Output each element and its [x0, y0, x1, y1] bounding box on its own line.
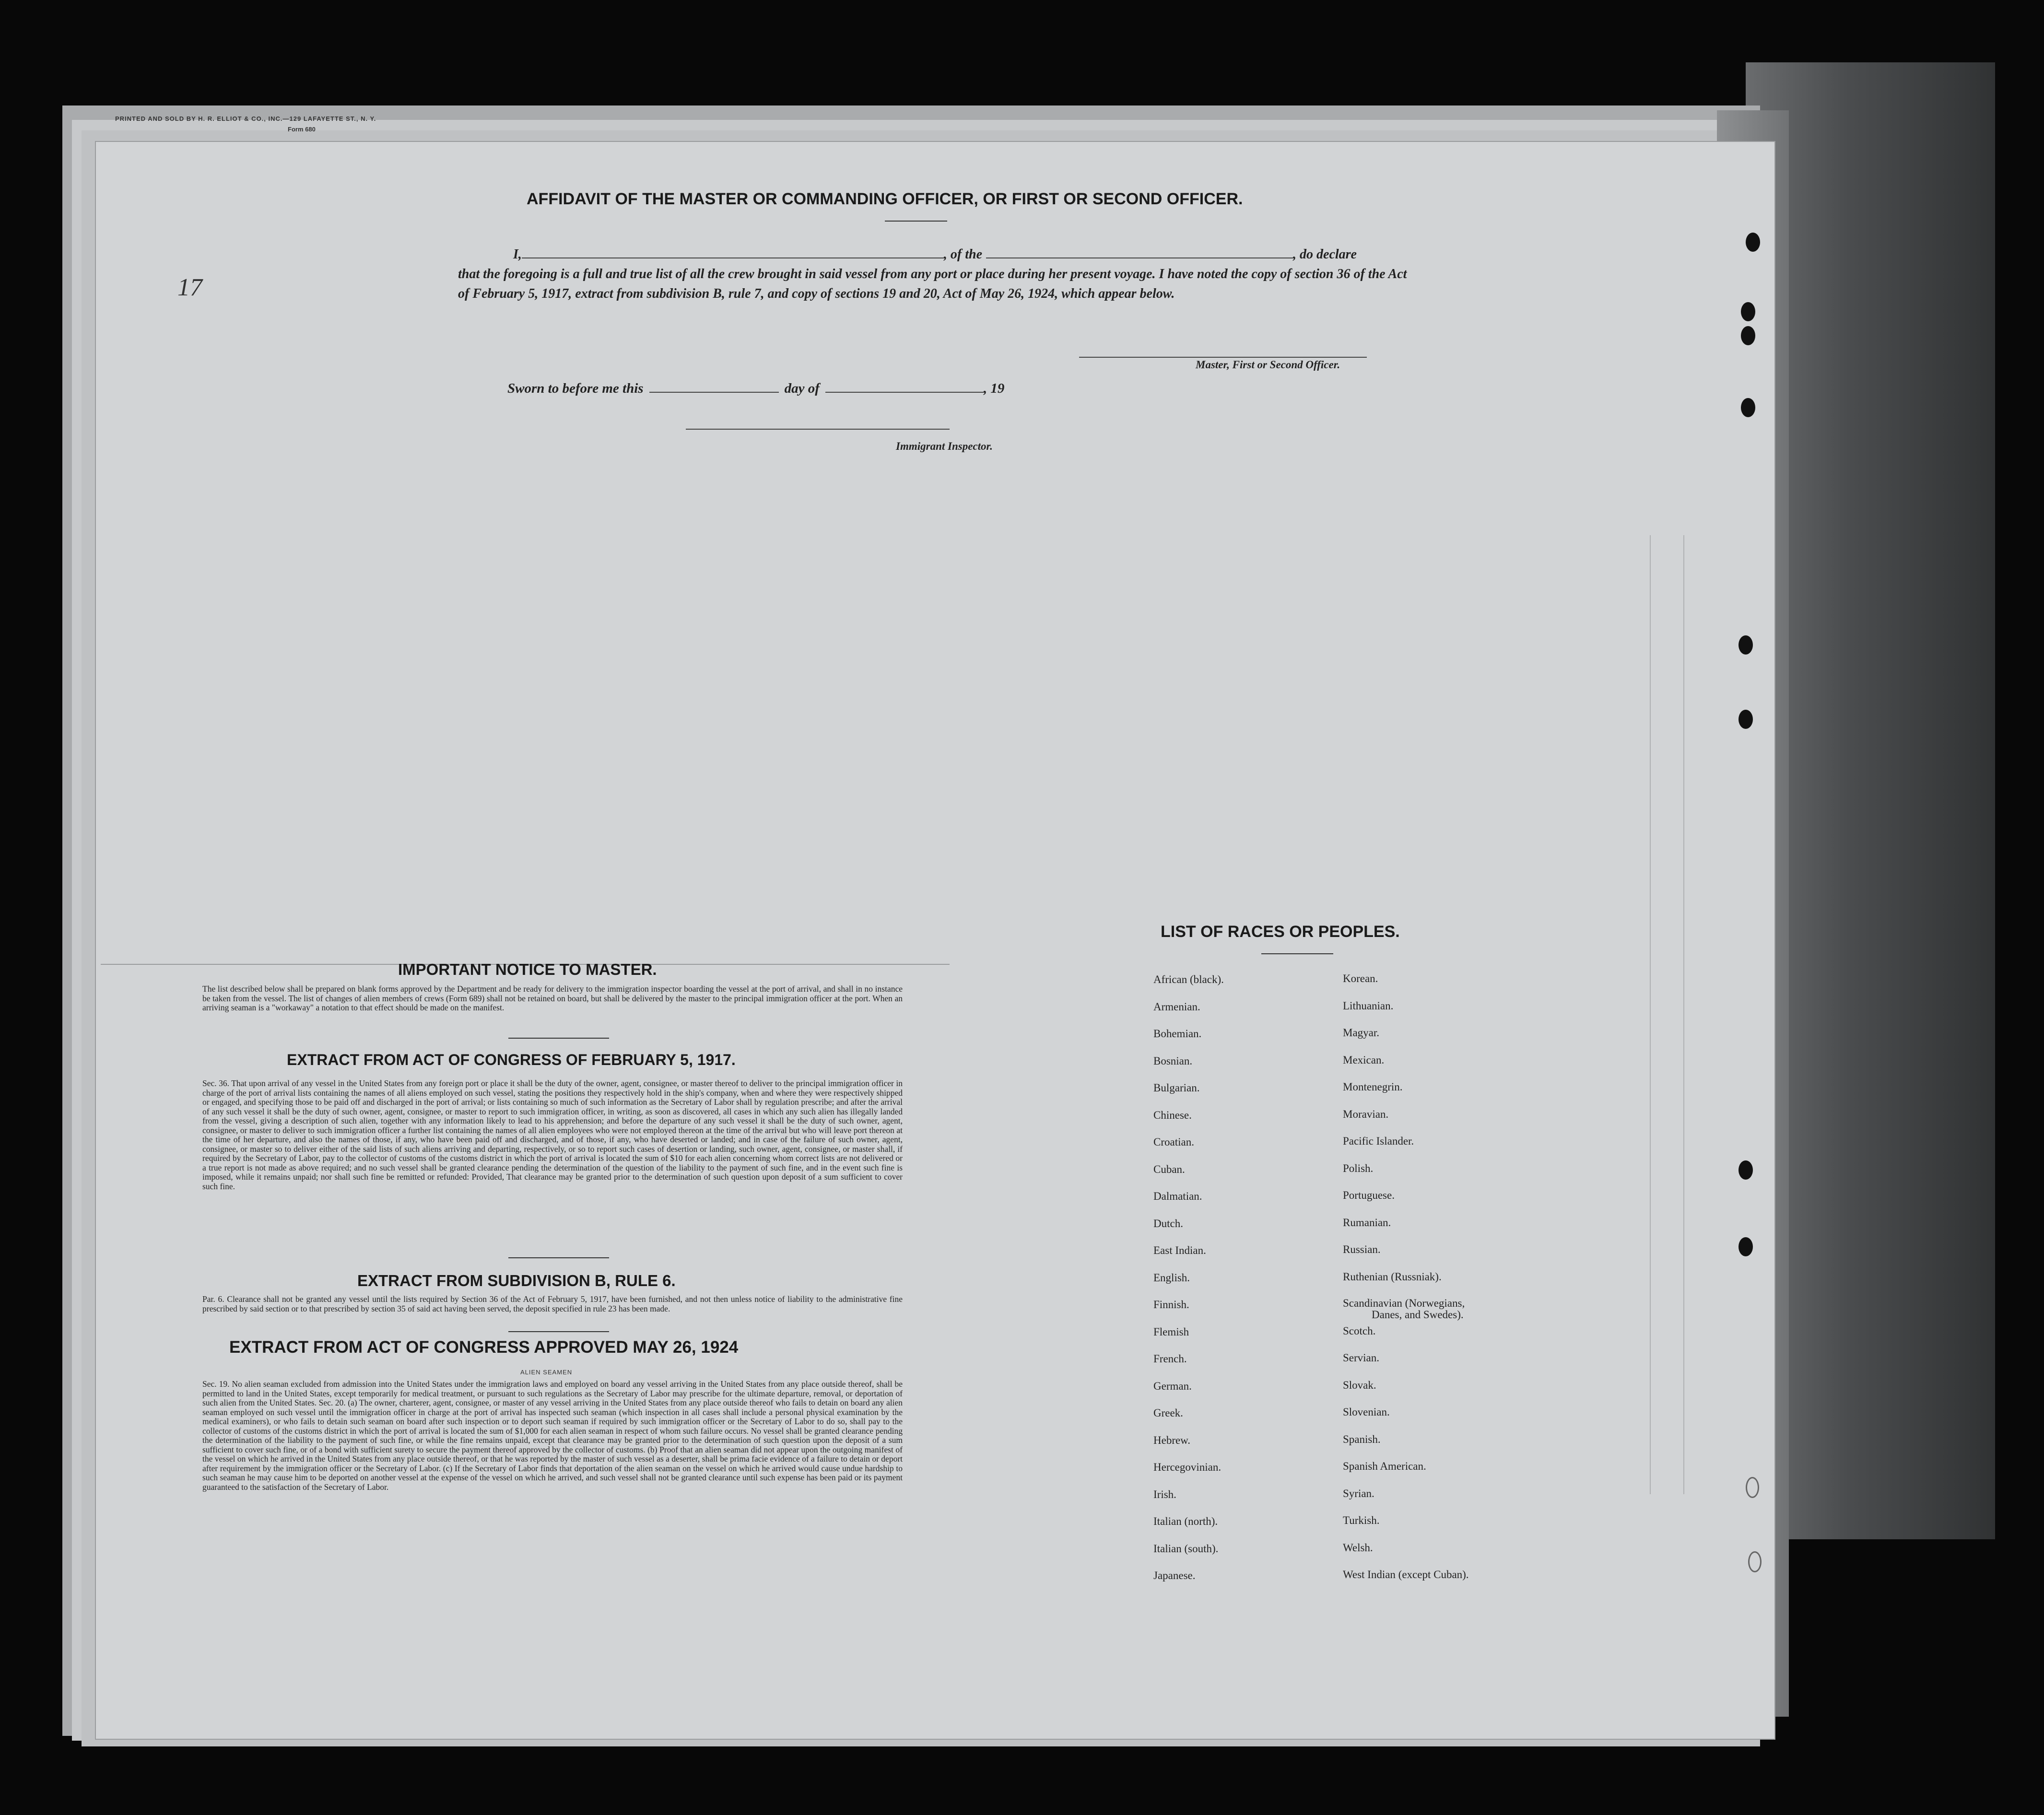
race-item: Mexican.: [1343, 1054, 1385, 1066]
inspector-signature-line[interactable]: [686, 429, 950, 430]
race-item-line: Danes, and Swedes).: [1372, 1309, 1464, 1321]
race-item: Bulgarian.: [1153, 1082, 1200, 1094]
race-item: Japanese.: [1153, 1569, 1196, 1581]
form-number: Form 680: [288, 126, 316, 133]
sworn-label: Sworn to before me this: [507, 381, 644, 396]
declaration-first-line: [458, 245, 1408, 264]
race-item: Turkish.: [1343, 1514, 1380, 1526]
race-item: East Indian.: [1153, 1244, 1206, 1256]
punch-hole: [1739, 710, 1753, 729]
race-item: Moravian.: [1343, 1108, 1389, 1120]
race-item: West Indian (except Cuban).: [1343, 1569, 1469, 1581]
punch-hole: [1739, 1160, 1753, 1180]
day-blank[interactable]: [649, 380, 779, 393]
extract-rule6-divider: [508, 1331, 609, 1332]
extract-1917-title: EXTRACT FROM ACT OF CONGRESS OF FEBRUARY 5, 1917.: [287, 1051, 736, 1068]
printer-imprint: PRINTED AND SOLD BY H. R. ELLIOT & CO., INC.—129 LAFAYETTE ST., N. Y.: [115, 115, 376, 122]
officer-name-blank[interactable]: [522, 246, 944, 258]
races-left-column: [1153, 973, 1224, 1597]
race-item: Montenegrin.: [1343, 1081, 1403, 1093]
race-item: Hebrew.: [1153, 1434, 1191, 1446]
punch-hole: [1739, 1237, 1753, 1256]
do-declare-label: , do declare: [1293, 247, 1357, 262]
race-item: Italian (south).: [1153, 1542, 1219, 1555]
race-item: Korean.: [1343, 972, 1378, 984]
race-item: Croatian.: [1153, 1136, 1194, 1148]
race-item: Welsh.: [1343, 1541, 1373, 1554]
race-item: Rumanian.: [1343, 1216, 1391, 1229]
race-item: Bosnian.: [1153, 1054, 1193, 1067]
race-item: Finnish.: [1153, 1299, 1189, 1311]
race-item: Bohemian.: [1153, 1028, 1202, 1040]
affidavit-declaration: [458, 245, 1408, 304]
extract-1924-text: Sec. 19. No alien seaman excluded from admission into the United States under the immigration laws and employed on board any vessel arriving in the United States from any place outside thereof, shall be permitted to land in the United States, except temporarily for medical treatment, or pursuant to such regulations as the Secretary of Labor may prescribe for the ultimate departure, removal, or deportation of such alien from the United States. Sec. 20. (a) The owner, charterer, agent, consignee, or master of any vessel arriving in the United States from any place outside thereof who fails to detain on board any alien seaman employed on such vessel until the immigration officer in charge at the port of arrival has inspected such seaman (which inspection in all cases shall include a personal physical examination by the medical examiners), or who fails to detain such seaman on board after such inspection or to deport such seaman if required by such immigration officer or the Secretary of Labor to do so, shall pay to the collector of customs of the customs district in which the port of arrival is located the sum of $1,000 for each alien seaman in respect of whom such failure occurs. No vessel shall be granted clearance pending the determination of the liability to the payment of such fine, or while the fine remains unpaid, except that clearance may be granted prior to the determination of such question upon the deposit of a sum sufficient to cover such fine, or of a bond with sufficient surety to secure the payment thereof approved by the collector of customs. (b) Proof that an alien seaman did not appear upon the outgoing manifest of the vessel on which he arrived in the United States from any place outside thereof, or that he was reported by the master of such vessel as a deserter, shall be prima facie evidence of a failure to detain or deport after requirement by the immigration officer or the Secretary of Labor. (c) If the Secretary of Labor finds that deportation of the alien seaman on the vessel on which he arrived would cause undue hardship to such seaman he may cause him to be deported on another vessel at the expense of the vessel on which he arrived, and such vessel shall not be granted clearance until such expense has been paid or its payment guaranteed to the satisfaction of the Secretary of Labor.: [202, 1379, 903, 1492]
race-item: English.: [1153, 1271, 1190, 1284]
notice-divider: [508, 1038, 609, 1039]
race-item: Greek.: [1153, 1407, 1183, 1419]
i-label: I,: [513, 247, 522, 262]
race-item-line: Scandinavian (Norwegians,: [1343, 1297, 1465, 1309]
punch-hole: [1739, 635, 1753, 655]
race-item: Slovak.: [1343, 1379, 1376, 1391]
race-item: French.: [1153, 1353, 1187, 1365]
declaration-text: that the foregoing is a full and true list of all the crew brought in said vessel from any port or place during her present voyage. I have noted the copy of section 36 of the Act of February 5, 1917, extract from subdivision B, rule 7, and copy of sections 19 and 20, Act of May 26, 1924, which appear below.: [458, 267, 1407, 301]
race-item: Cuban.: [1153, 1163, 1185, 1175]
extract-1924-subtitle: ALIEN SEAMEN: [520, 1369, 573, 1376]
extract-rule6-text: Par. 6. Clearance shall not be granted any vessel until the lists required by Section 36 of the Act of February 5, 1917, have been furnished, and not then unless notice of liability to the administrative fine prescribed by said section or to that prescribed by section 35 of said act having been served, the deposit specified in rule 23 has been made.: [202, 1294, 903, 1313]
race-item: Servian.: [1343, 1352, 1380, 1364]
punch-hole: [1741, 326, 1755, 345]
races-title-underline: [1261, 953, 1333, 954]
race-item: German.: [1153, 1380, 1192, 1392]
race-item: Lithuanian.: [1343, 999, 1394, 1012]
notice-title: IMPORTANT NOTICE TO MASTER.: [398, 960, 657, 978]
race-item: Spanish.: [1343, 1433, 1381, 1445]
of-the-label: , of the: [943, 247, 983, 262]
punch-hole: [1748, 1551, 1762, 1572]
race-item: Dutch.: [1153, 1217, 1183, 1230]
affidavit-title: AFFIDAVIT OF THE MASTER OR COMMANDING OFFICER, OR FIRST OR SECOND OFFICER.: [527, 190, 1243, 208]
punch-hole: [1741, 398, 1755, 417]
race-item: Ruthenian (Russniak).: [1343, 1270, 1442, 1283]
race-item: Dalmatian.: [1153, 1190, 1202, 1202]
extract-1924-title: EXTRACT FROM ACT OF CONGRESS APPROVED MAY 26, 1924: [229, 1338, 739, 1357]
race-item: Polish.: [1343, 1162, 1374, 1174]
month-blank[interactable]: [825, 380, 984, 393]
race-item: [1343, 1298, 1469, 1325]
inspector-signature-caption: Immigrant Inspector.: [896, 440, 993, 452]
races-title: LIST OF RACES OR PEOPLES.: [1161, 923, 1400, 941]
race-item: Irish.: [1153, 1488, 1176, 1500]
race-item: African (black).: [1153, 973, 1224, 985]
race-item: Armenian.: [1153, 1000, 1200, 1013]
race-item: Slovenian.: [1343, 1406, 1390, 1418]
extract-rule6-title: EXTRACT FROM SUBDIVISION B, RULE 6.: [357, 1272, 676, 1289]
notice-text: The list described below shall be prepared on blank forms approved by the Department and be ready for delivery to the immigration inspector boarding the vessel at the port of arrival, and shall in no instance be taken from the vessel. The list of changes of alien members of crews (Form 689) shall not be retained on board, but shall be delivered by the master to the principal immigration officer at the port. When an arriving seaman is a "workaway" a notation to that effect should be made on the manifest.: [202, 984, 903, 1012]
race-item: Spanish American.: [1343, 1460, 1426, 1472]
race-item: Flemish: [1153, 1325, 1189, 1338]
vessel-name-blank[interactable]: [986, 246, 1293, 258]
race-item: Portuguese.: [1343, 1189, 1395, 1201]
extract-1917-text: Sec. 36. That upon arrival of any vessel in the United States from any foreign port or place it shall be the duty of the owner, agent, consignee, or master thereof to deliver to the principal immigration officer in charge of the port of arrival lists containing the names of all aliens employed on such vessel, stating the positions they respectively hold in the ship's company, when and where they were respectively shipped or engaged, and specifying those to be paid off and discharged in the port of arrival; or lists containing so much of such information as the Secretary of Labor shall by regulation prescribe; and after the arrival of any such vessel it shall be the duty of such owner, agent, consignee, or master to report to such immigration officer, in writing, as soon as discovered, all cases in which any such alien has illegally landed from the vessel, giving a description of such alien, together with any information likely to lead to his apprehension; and before the departure of any such vessel it shall be the duty of such owner, agent, consignee, or master to deliver to such immigration officer a further list containing the names of all alien employees who were not employed thereon at the time of the arrival but who will leave port thereon at the time of her departure, and also the names of those, if any, who have been paid off and discharged, and of those, if any, who have deserted or landed; and in case of the failure of such owner, agent, consignee, or master so to deliver either of the said lists of such aliens arriving and departing, respectively, or so to report such cases of desertion or landing, such owner, agent, consignee, or master shall, if required by the Secretary of Labor, pay to the collector of customs of the customs district in which the port of arrival is located the sum of $10 for each alien concerning whom correct lists are not delivered or a true report is not made as above required; and no such vessel shall be granted clearance pending the determination of the question of the liability to the payment of such fine, and in the event such fine is imposed, while it remains unpaid; nor shall such fine be remitted or refunded: Provided, That clearance may be granted prior to the determination of such question upon deposit of a sum sufficient to cover such fine.: [202, 1078, 903, 1191]
faint-column-rule: [1683, 535, 1684, 1494]
races-right-column: [1343, 972, 1469, 1596]
year-label: , 19: [983, 381, 1005, 396]
race-item: Italian (north).: [1153, 1515, 1218, 1527]
punch-hole: [1746, 1477, 1759, 1498]
day-of-label: day of: [784, 381, 820, 396]
race-item: Hercegovinian.: [1153, 1461, 1222, 1473]
officer-signature-line[interactable]: [1079, 357, 1367, 358]
faint-column-rule: [1650, 535, 1651, 1494]
margin-handwritten-mark: 17: [177, 274, 202, 301]
punch-hole: [1746, 233, 1760, 252]
sworn-statement: [507, 380, 1004, 397]
title-underline: [885, 221, 947, 222]
punch-hole: [1741, 302, 1755, 321]
race-item: Pacific Islander.: [1343, 1135, 1414, 1147]
race-item: Syrian.: [1343, 1487, 1374, 1499]
race-item: Scotch.: [1343, 1324, 1376, 1337]
race-item: Chinese.: [1153, 1109, 1192, 1121]
officer-signature-caption: Master, First or Second Officer.: [1196, 359, 1340, 371]
extract-1917-divider: [508, 1257, 609, 1258]
race-item: Russian.: [1343, 1243, 1381, 1255]
race-item: Magyar.: [1343, 1027, 1380, 1039]
